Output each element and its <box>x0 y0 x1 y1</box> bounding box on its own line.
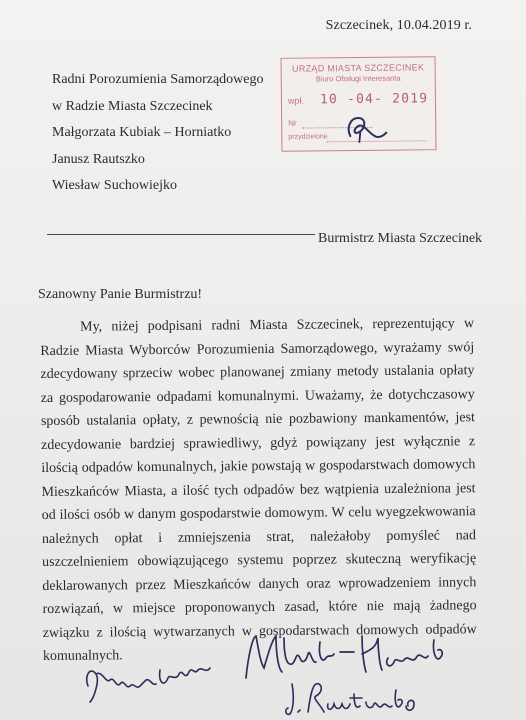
salutation: Szanowny Panie Burmistrzu! <box>38 287 203 302</box>
letter-date: Szczecinek, 10.04.2019 r. <box>325 18 472 33</box>
sender-line: Janusz Rautszko <box>52 151 145 167</box>
signature-suchowiejko <box>80 640 220 710</box>
sender-line: Radni Porozumienia Samorządowego <box>52 72 264 87</box>
stamp-received-date: 10 -04- 2019 <box>319 91 429 108</box>
stamp-initials-scribble <box>332 106 392 147</box>
stamp-office: URZĄD MIASTA SZCZECINEK <box>291 62 425 74</box>
received-stamp <box>281 56 437 152</box>
signature-rautszko <box>282 676 432 720</box>
stamp-attachments-label: przydzielone <box>288 133 328 141</box>
recipient-line: Burmistrz Miasta Szczecinek <box>318 231 483 246</box>
address-rule <box>47 234 315 235</box>
sender-line: Wiesław Suchowiejko <box>52 178 178 193</box>
sender-line: w Radzie Miasta Szczecinek <box>52 98 213 114</box>
stamp-received-label: wpł. <box>287 95 305 106</box>
stamp-number-label: Nr <box>288 118 297 128</box>
sender-block <box>52 67 264 200</box>
sender-line: Małgorzata Kubiak – Horniatko <box>52 125 232 140</box>
stamp-department: Biuro Obsługi Interesanta <box>315 73 401 84</box>
letter-body: My, niżej podpisani radni Miasta Szczecinek, reprezentujący w Radzie Miasta Wyborców Porozumienia Samorządowego, wyrażamy swój zdecydowany sprzeciw wobec planowanej zmiany metody ustalania opłaty za gospodarowanie odpadami komunalnymi. Uważamy, że dotychczasowy sposób ustalania opłaty, z pewnością nie pozbawiony mankamentów, jest zdecydowanie bardziej sprawiedliwy, gdyż powiązany jest wyłącznie z ilością odpadów komunalnych, jakie powstają w gospodarstwach domowych Mieszkańców Miasta, a ilość tych odpadów bez wątpienia uzależniona jest od ilości osób w danym gospodarstwie domowym. W celu wyegzekwowania należnych opłat i zmniejszenia strat, należałoby pomyśleć nad uszczelnieniem obowiązującego systemu poprzez skuteczną weryfikację deklarowanych przez Mieszkańców danych oraz wprowadzeniem innych rozwiązań, w miejsce proponowanych zasad, które nie mają żadnego związku z ilością wytwarzanych w gospodarstwach domowych odpadów komunalnych. <box>40 316 477 664</box>
